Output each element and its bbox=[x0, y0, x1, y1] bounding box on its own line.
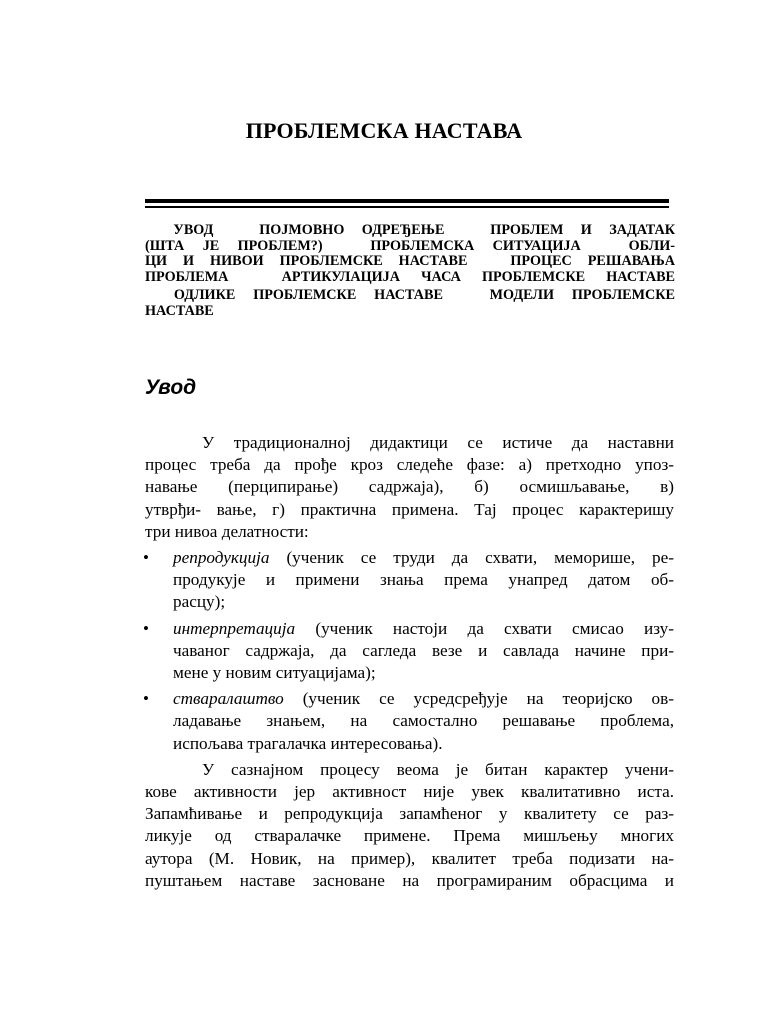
text-line: У сазнајном процесу веома је битан карактер учени- bbox=[202, 759, 674, 779]
list-term: интерпретација bbox=[173, 618, 296, 638]
text-line: навање (перципирање) садржаја), б) осмишљавање, в) bbox=[145, 477, 674, 497]
text-line bbox=[173, 618, 674, 640]
text-line: три нивоа делатности: bbox=[145, 521, 309, 541]
bullet-icon: • bbox=[143, 618, 149, 638]
list-item bbox=[145, 688, 674, 755]
text-line: аутора (М. Новик, на пример), квалитет треба подизати на- bbox=[145, 848, 674, 868]
text-line: мене у новим ситуацијама); bbox=[173, 663, 376, 683]
contents-line: (ШТА ЈЕ ПРОБЛЕМ?) ПРОБЛЕМСКА СИТУАЦИЈА ОБЛИ- bbox=[145, 237, 675, 254]
text-line bbox=[173, 547, 674, 569]
bullet-icon: • bbox=[143, 689, 149, 709]
text-line: расцу); bbox=[173, 592, 226, 612]
body-text bbox=[145, 432, 674, 892]
contents-line: УВОД ПОЈМОВНО ОДРЕЂЕЊЕ ПРОБЛЕМ И ЗАДАТАК bbox=[145, 222, 675, 238]
contents-line: НАСТАВЕ bbox=[145, 302, 214, 319]
title-divider-thick bbox=[145, 199, 669, 203]
list-item bbox=[145, 547, 674, 614]
text-line: продукује и примени знања према унапред датом об- bbox=[173, 570, 674, 590]
text-line: процес треба да прође кроз следеће фазе: а) претходно упоз- bbox=[145, 455, 674, 475]
contents-line: ЦИ И НИВОИ ПРОБЛЕМСКЕ НАСТАВЕ ПРОЦЕС РЕШАВАЊА bbox=[145, 253, 675, 269]
section-heading: Увод bbox=[145, 376, 197, 399]
text-line: ликује од стваралачке примене. Према мишљењу многих bbox=[145, 826, 674, 846]
text-line: пуштањем наставе засноване на програмираним обрасцима и bbox=[145, 870, 674, 890]
list-item bbox=[145, 618, 674, 685]
contents-line: ПРОБЛЕМА АРТИКУЛАЦИЈА ЧАСА ПРОБЛЕМСКЕ НАСТАВЕ bbox=[145, 268, 675, 285]
text-line bbox=[173, 688, 674, 710]
bullet-icon: • bbox=[143, 548, 149, 568]
text-line: испољава трагалачка интересовања). bbox=[173, 733, 443, 753]
paragraph-cognitive bbox=[145, 759, 674, 892]
page-title: ПРОБЛЕМСКА НАСТАВА bbox=[245, 118, 523, 143]
paragraph-intro bbox=[145, 432, 674, 543]
text-line: Запамћивање и репродукција запамћеног у квалитету се раз- bbox=[145, 804, 674, 824]
list-text: (ученик настоји да схвати смисао изу- bbox=[295, 618, 674, 638]
chapter-contents bbox=[145, 223, 675, 319]
list-term: репродукција bbox=[173, 548, 270, 568]
text-line: У традиционалној дидактици се истиче да наставни bbox=[202, 433, 674, 452]
text-line: кове активности јер активност није увек квалитативно иста. bbox=[145, 782, 674, 802]
list-term: стваралаштво bbox=[173, 689, 284, 709]
list-text: (ученик се усредсређује на теоријско ов- bbox=[283, 689, 674, 709]
contents-line: ОДЛИКЕ ПРОБЛЕМСКЕ НАСТАВЕ МОДЕЛИ ПРОБЛЕМСКЕ bbox=[145, 287, 675, 303]
text-line: ладавање знањем, на самостално решавање проблема, bbox=[173, 711, 674, 731]
title-divider-thin bbox=[145, 206, 669, 208]
list-text: (ученик се труди да схвати, меморише, ре- bbox=[269, 548, 674, 568]
text-line: чаваног садржаја, да сагледа везе и савлада начине при- bbox=[173, 640, 674, 660]
text-line: утврђи- вање, г) практична примена. Тај процес карактеришу bbox=[145, 499, 674, 519]
